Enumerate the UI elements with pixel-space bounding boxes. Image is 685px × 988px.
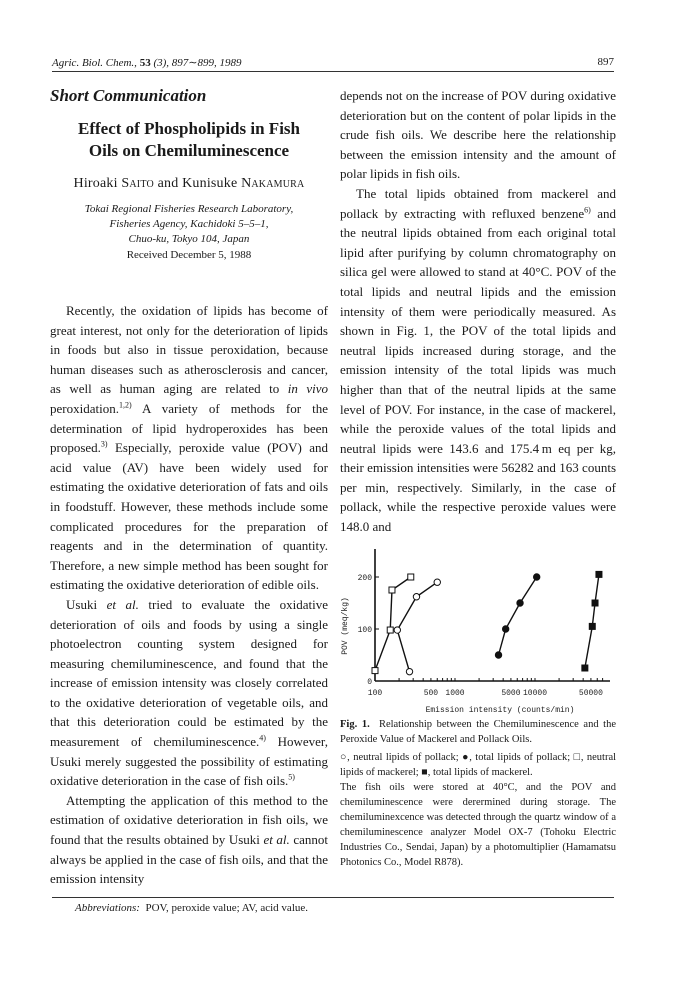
text: However, Usuki merely suggested the possibility of estimating oxidative deterioration in the case of fish oils. [50, 734, 328, 789]
text: Attempting the application of this method to the estimation of oxidative deterioration in fish oils, we found that the results obtained by Usuki [50, 792, 328, 848]
text: A variety of methods for the determination of lipid hydroperoxides has been proposed. [50, 400, 328, 456]
footnote-label: Abbreviations: [75, 902, 140, 914]
paragraph-3 [50, 791, 328, 889]
citation-ref: 3) [100, 439, 108, 449]
text: cannot always be applied in the case of fish oils, and that the emission intensity [50, 832, 329, 887]
affiliation-line: Chuo-ku, Tokyo 104, Japan [128, 233, 250, 245]
data-point-marker [596, 571, 602, 577]
article-title [50, 118, 328, 162]
paragraph-continued: depends not on the increase of POV during oxidative deterioration but on the content of polar lipids in the crude fish oils. We describe here the relationship between the emission intensity and the amount of polar lipids in fish oils. [340, 88, 616, 182]
author-conjunction: and Kunisuke [153, 176, 242, 191]
caption-body: The fish oils were stored at 40°C, and the POV and chemiluminescence were derermined during storage. The chemiluminexcence was detected through the quartz window of a chemiluminescence analyzer Model OX-7 (Tohoku Electric Industries Co., Sendai, Japan) by a photomultiplier (Hamamatsu Photonics Co., Model R878). [340, 782, 616, 868]
paragraph-1 [50, 301, 328, 595]
legend-text: , neutral lipids of mackerel; [340, 752, 617, 778]
legend-text: , total lipids of mackerel. [427, 767, 533, 778]
affiliation [50, 202, 328, 247]
text-italic: et al. [263, 832, 290, 848]
citation-ref: 4) [259, 733, 266, 743]
data-point-marker [408, 574, 414, 580]
text-italic: et al. [106, 596, 139, 612]
data-point-marker [413, 594, 419, 600]
figure-legend [340, 750, 616, 780]
data-point-marker [372, 668, 378, 674]
data-point-marker [394, 627, 400, 633]
running-header [52, 56, 614, 72]
text: The total lipids obtained from mackerel and pollack by extracting with refluxed benzene [340, 185, 616, 221]
title-line-2: Oils on Chemiluminescence [88, 141, 290, 160]
paragraph-4 [340, 184, 616, 537]
footnote-text: POV, peroxide value; AV, acid value. [145, 902, 309, 914]
x-axis-title: Emission intensity (counts/min) [425, 706, 575, 715]
data-point-marker [387, 627, 393, 633]
journal-volume: 53 [139, 57, 151, 69]
body-left [50, 301, 328, 889]
author1-family: Saito [121, 176, 154, 191]
body-right [340, 86, 616, 537]
x-tick-label: 5000 [501, 689, 521, 698]
text: Especially, peroxide value (POV) and acid value (AV) have been widely used for estimating the oxidative deterioration of fats and oils in foodstuff. However, these methods include some complicated procedures for the preparation of reagents and in the determination of quantity. Therefore, a new simple method has been sought for estimating the oxidative deterioration of edible oils. [50, 440, 328, 593]
header-divider [52, 71, 614, 72]
data-point-marker [434, 579, 440, 585]
text-italic: in vivo [287, 381, 328, 397]
y-tick-label: 100 [357, 626, 372, 635]
data-point-marker [517, 600, 523, 606]
legend-text: , total lipids of pollack; [469, 752, 574, 763]
data-point-marker [495, 652, 501, 658]
text: tried to evaluate the oxidative deterioration of oils and foods by using a single photoelectron counting system designed for measuring chemiluminescence, and found that the increase of emission intensity was closely correlated to the oxidative deterioration of vegetable oils, and that this deterioration could be estimated by the measurement of chemiluminescence. [50, 596, 329, 750]
data-point-marker [592, 600, 598, 606]
data-point-marker [502, 626, 508, 632]
chart-svg [330, 538, 630, 718]
series-line [499, 577, 537, 655]
footnote [75, 902, 308, 914]
filled-square-icon: ■ [421, 767, 428, 778]
y-axis-title: POV (meq/kg) [341, 597, 350, 655]
x-tick-label: 500 [423, 689, 439, 698]
paragraph-2 [50, 595, 328, 791]
author1-given: Hiroaki [73, 176, 122, 191]
journal-issue-pages: (3), 897∼899, 1989 [153, 57, 242, 69]
received-date: Received December 5, 1988 [126, 249, 252, 261]
x-tick-label: 50000 [578, 689, 603, 698]
affiliation-line: Tokai Regional Fisheries Research Laboratory, [84, 203, 294, 215]
title-line-1: Effect of Phospholipids in Fish [78, 119, 300, 138]
x-tick-label: 10000 [522, 689, 548, 698]
figure-label: Fig. 1. [340, 719, 370, 730]
filled-circle-icon: ● [462, 752, 470, 763]
text: and the neutral lipids obtained from each original total lipid after purifying by column chromatography on silica gel were allowed to stand at 40°C. POV of the total lipids and neutral lipids and the emission intensity of them were periodically measured. As shown in Fig. 1, the POV of the total lipids and neutral lipids increased during storage, and the emission intensity of the total lipids was much higher than that of the neutral lipids at the same level of POV. For instance, in the case of mackerel, while the peroxide values of the total lipids and neutral lipids were 143.6 and 175.4 m eq per kg, their emission intensities were 56282 and 163 counts per min, respectively. Similarly, in the case of pollack, while the respective peroxide values were 148.0 and [340, 205, 616, 535]
journal-citation [52, 56, 241, 69]
text: Recently, the oxidation of lipids has become of great interest, not only for the deterioration of lipids in foods but also in tissue peroxidation, because human diseases such as atherosclerosis and cancer, as well as human aging are related to [50, 303, 328, 397]
page-number: 897 [597, 56, 614, 68]
citation-ref: 1,2) [118, 400, 132, 410]
affiliation-line: Fisheries Agency, Kachidoki 5–5–1, [109, 218, 269, 230]
text: peroxidation. [50, 400, 119, 416]
citation-ref: 6) [584, 205, 591, 215]
journal-name: Agric. Biol. Chem., [52, 57, 137, 69]
data-point-marker [589, 623, 595, 629]
data-point-marker [533, 574, 539, 580]
data-point-marker [582, 665, 588, 671]
footnote-divider [52, 897, 614, 898]
data-point-marker [406, 668, 412, 674]
figure-title: Relationship between the Chemiluminescence and the Peroxide Value of Mackerel and Pollack Oils. [340, 719, 617, 745]
x-tick-label: 100 [367, 689, 383, 698]
section-label: Short Communication [50, 86, 207, 105]
x-tick-label: 1000 [445, 689, 465, 698]
data-point-marker [389, 587, 395, 593]
series-line [585, 574, 599, 668]
legend-text: , neutral lipids of pollack; [347, 752, 463, 763]
author2-family: Nakamura [241, 176, 305, 191]
open-circle-icon: ○ [340, 752, 348, 763]
authors [50, 176, 328, 192]
citation-ref: 5) [288, 772, 295, 782]
right-column [340, 86, 616, 537]
figure-caption [340, 717, 616, 870]
figure-1-chart [330, 538, 630, 718]
text: Usuki [66, 596, 107, 612]
left-column [50, 86, 328, 889]
open-square-icon: □ [573, 752, 581, 763]
y-tick-label: 0 [367, 678, 372, 687]
y-tick-label: 200 [357, 574, 372, 583]
